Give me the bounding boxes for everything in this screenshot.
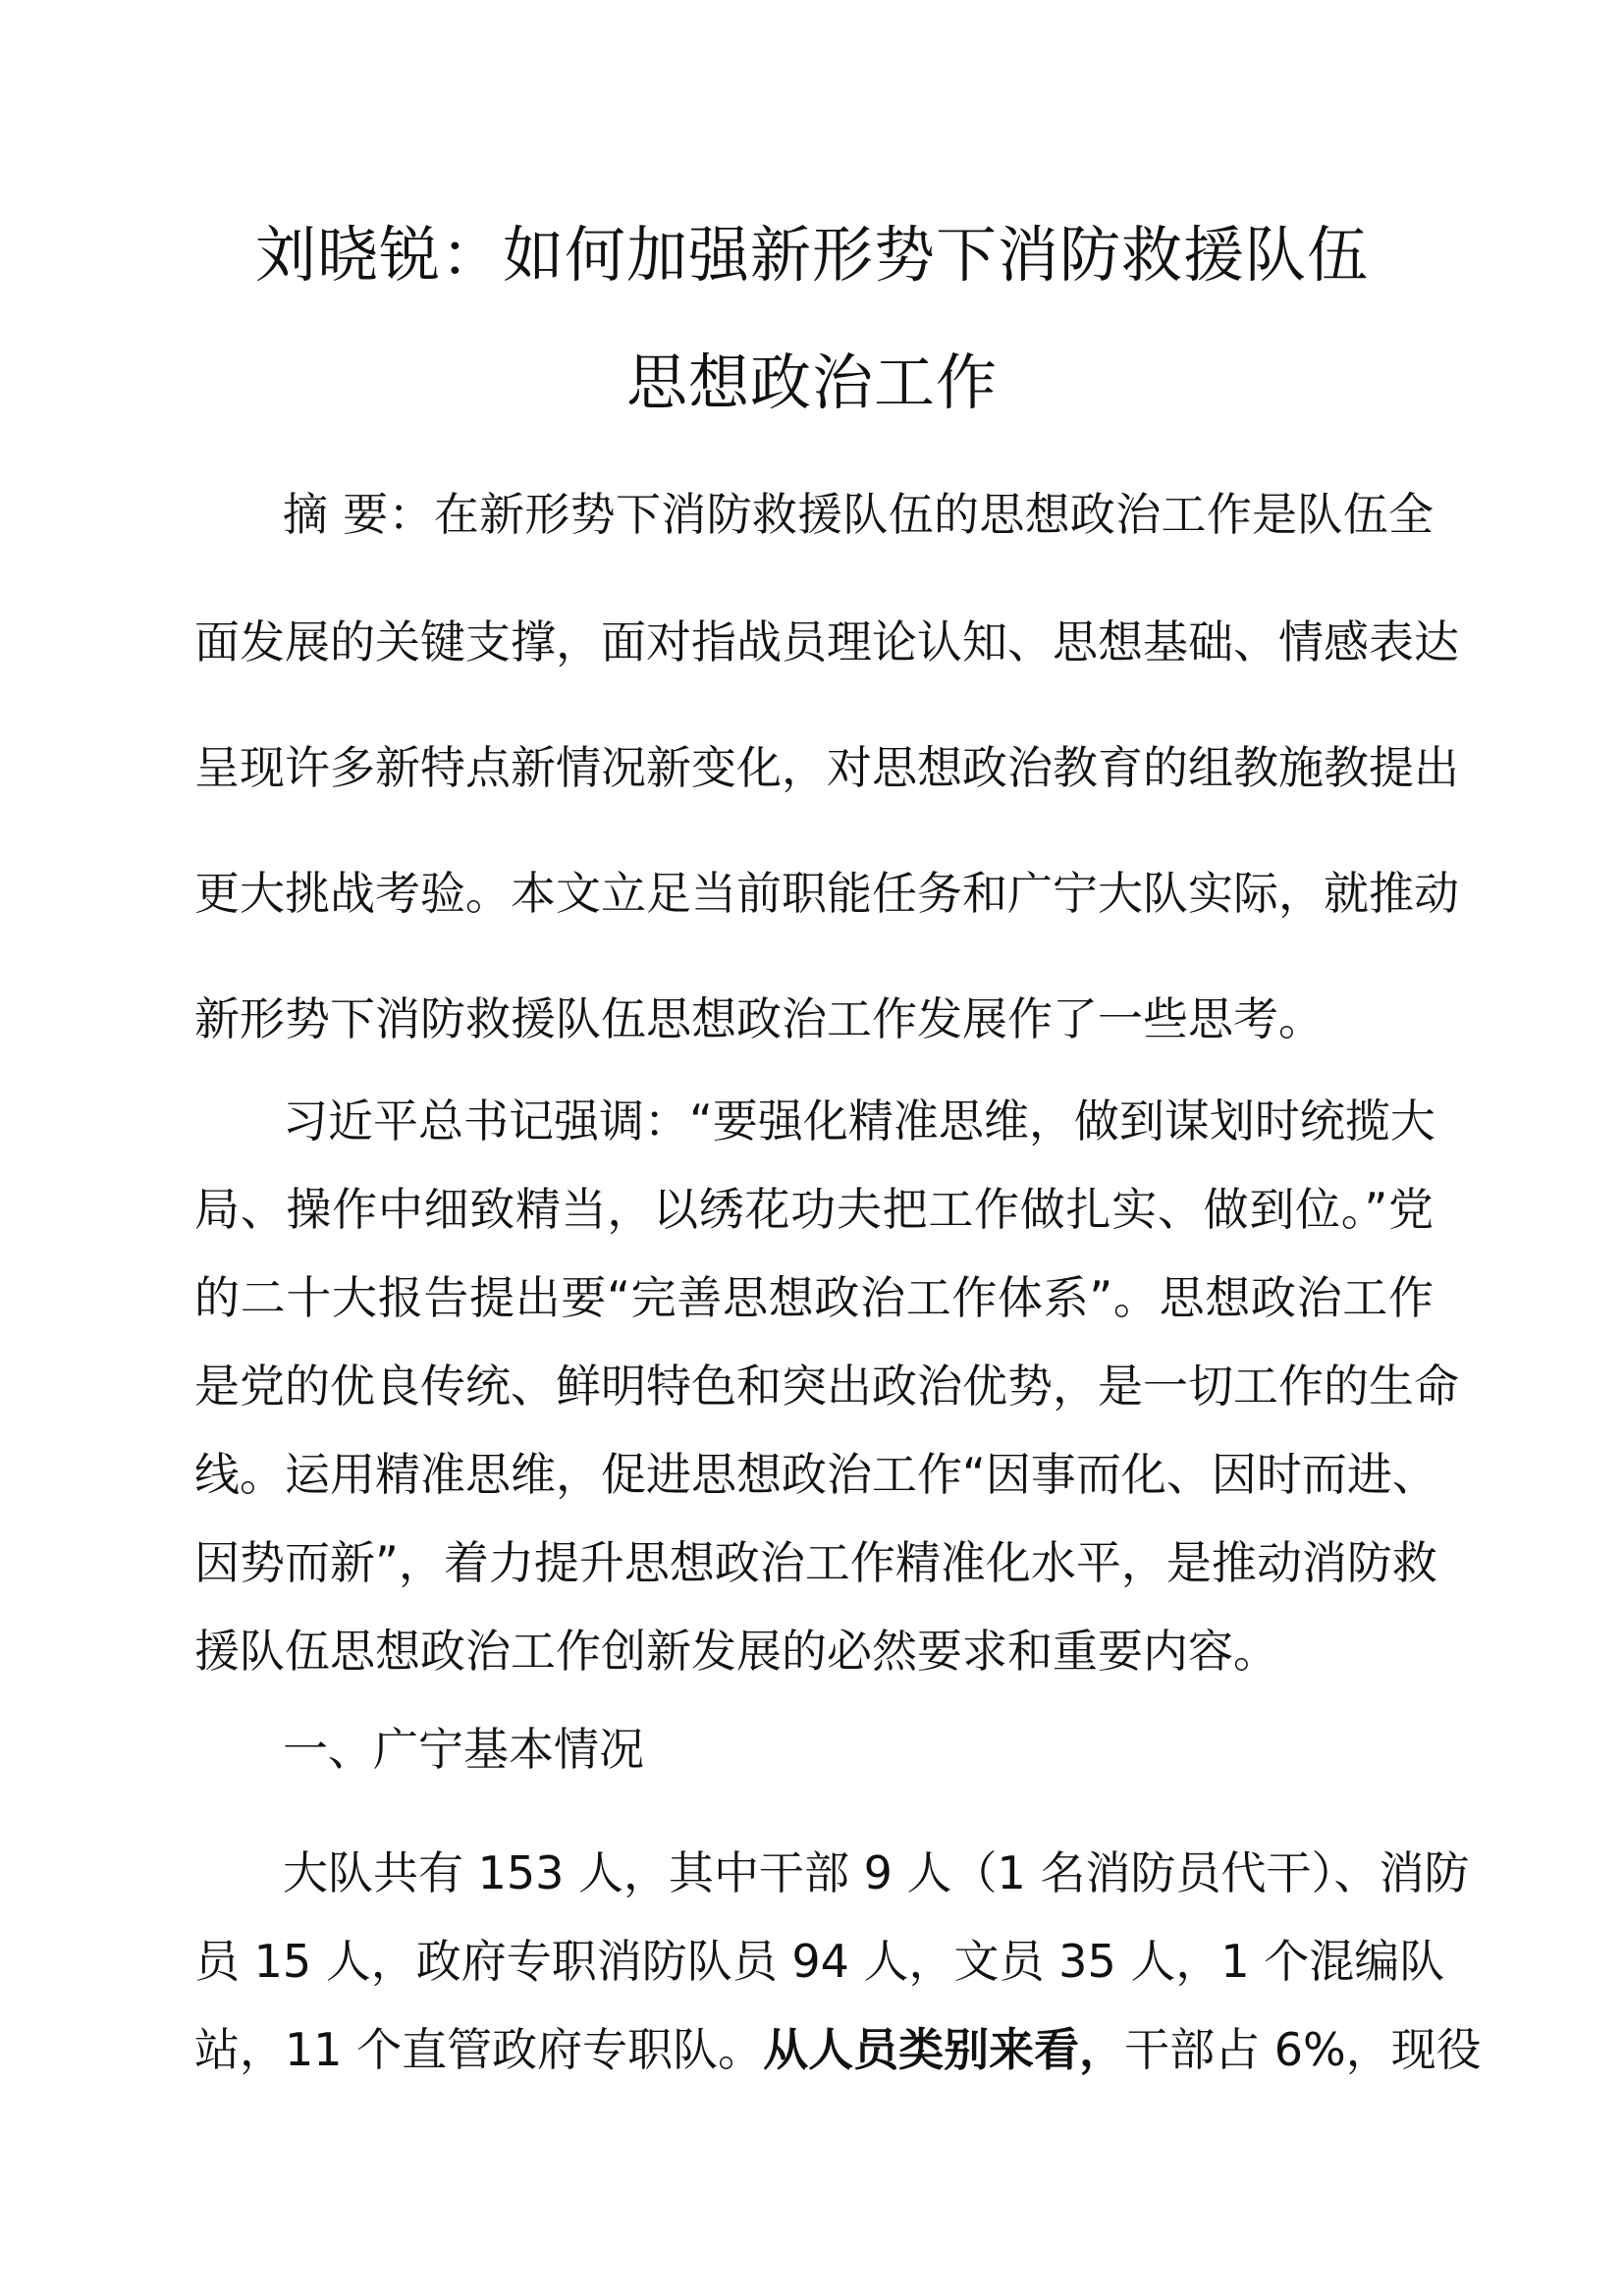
abstract-line-4: 更大挑战考验。本文立足当前职能任务和广宁大队实际，就推动: [194, 867, 1459, 920]
section-line-3-bold: 从人员类别来看，: [763, 2023, 1125, 2076]
abstract-line-3: 呈现许多新特点新情况新变化，对思想政治教育的组教施教提出: [194, 741, 1459, 794]
abstract-line-2: 面发展的关键支撑，面对指战员理论认知、思想基础、情感表达: [194, 615, 1459, 668]
section-line-3-part-1: 站，11 个直管政府专职队。: [194, 2023, 764, 2076]
section-line-2: 员 15 人，政府专职消防队员 94 人，文员 35 人，1 个混编队: [194, 1935, 1445, 1988]
abstract-line-5: 新形势下消防救援队伍思想政治工作发展作了一些思考。: [194, 992, 1324, 1045]
intro-line-6: 因势而新”，着力提升思想政治工作精准化水平，是推动消防救: [194, 1536, 1437, 1589]
title-line-1: 刘晓锐：如何加强新形势下消防救援队伍: [254, 219, 1369, 291]
section-heading: 一、广宁基本情况: [283, 1723, 644, 1776]
title-line-2: 思想政治工作: [625, 347, 998, 418]
intro-line-5: 线。运用精准思维，促进思想政治工作“因事而化、因时而进、: [194, 1448, 1437, 1501]
intro-line-2: 局、操作中细致精当，以绣花功夫把工作做扎实、做到位。”党: [194, 1183, 1434, 1236]
intro-line-7: 援队伍思想政治工作创新发展的必然要求和重要内容。: [194, 1625, 1278, 1678]
intro-line-3: 的二十大报告提出要“完善思想政治工作体系”。思想政治工作: [194, 1271, 1434, 1324]
section-line-3-part-3: 干部占 6%，现役: [1124, 2023, 1482, 2076]
section-line-1: 大队共有 153 人，其中干部 9 人（1 名消防员代干）、消防: [283, 1846, 1470, 1899]
abstract-line-1: 摘 要：在新形势下消防救援队伍的思想政治工作是队伍全: [283, 488, 1434, 541]
intro-line-1: 习近平总书记强调：“要强化精准思维，做到谋划时统揽大: [283, 1095, 1435, 1148]
intro-line-4: 是党的优良传统、鲜明特色和突出政治优势，是一切工作的生命: [194, 1360, 1459, 1413]
section-line-3: [194, 2020, 1482, 2079]
